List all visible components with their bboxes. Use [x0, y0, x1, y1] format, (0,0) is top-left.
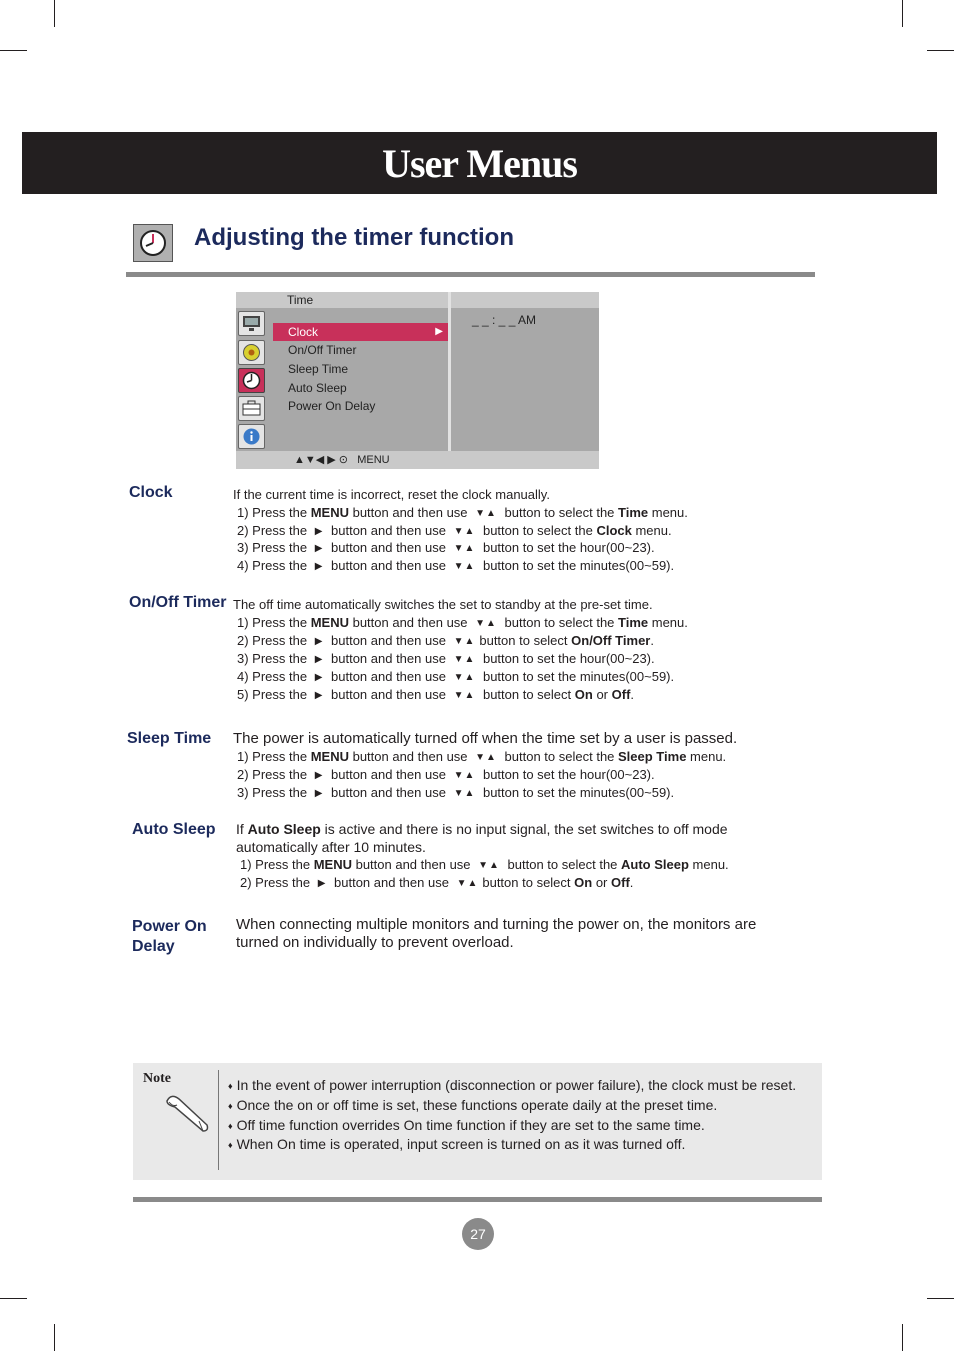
onoff-step-3: 3) Press the ▶ button and then use ▼▲ button to set the hour(00~23).: [237, 651, 655, 666]
onoff-step-1: 1) Press the MENU button and then use ▼▲ button to select the Time menu.: [237, 615, 688, 630]
right-arrow-icon: ▶: [314, 543, 324, 555]
down-up-arrows-icon: ▼▲: [453, 561, 476, 573]
crop-mark: [0, 50, 27, 51]
section-divider: [126, 272, 815, 277]
crop-mark: [54, 0, 55, 27]
bullet-icon: ♦: [228, 1101, 233, 1112]
timer-icon: [238, 368, 265, 393]
page-title: User Menus: [382, 141, 577, 186]
right-arrow-icon: ▶: [314, 526, 324, 538]
down-up-arrows-icon: ▼▲: [475, 618, 497, 630]
info-icon: [238, 424, 265, 449]
auto-sleep-step-1: 1) Press the MENU button and then use ▼▲ button to select the Auto Sleep menu.: [240, 857, 729, 872]
title-banner: [22, 132, 937, 194]
right-arrow-icon: ▶: [317, 878, 327, 890]
down-up-arrows-icon: ▼▲: [456, 878, 479, 890]
sleep-time-label: Sleep Time: [127, 730, 212, 747]
right-arrow-icon: ▶: [314, 636, 324, 648]
onoff-intro: The off time automatically switches the set to standby at the pre-set time.: [233, 597, 653, 612]
clock-step-3: 3) Press the ▶ button and then use ▼▲ button to set the hour(00~23).: [237, 540, 655, 555]
clock-step-4: 4) Press the ▶ button and then use ▼▲ button to set the minutes(00~59).: [237, 558, 675, 573]
down-up-arrows-icon: ▼▲: [475, 508, 497, 520]
sleep-step-3: 3) Press the ▶ button and then use ▼▲ button to set the minutes(00~59).: [237, 785, 675, 800]
bottom-divider: [133, 1197, 822, 1202]
crop-mark: [902, 0, 903, 27]
crop-mark: [902, 1324, 903, 1351]
osd-clock-value: _ _ : _ _ AM: [472, 313, 537, 327]
sleep-step-1: 1) Press the MENU button and then use ▼▲ button to select the Sleep Time menu.: [237, 749, 727, 764]
osd-item-sleep-time[interactable]: Sleep Time: [288, 362, 349, 376]
osd-item-power-on-delay[interactable]: Power On Delay: [288, 399, 376, 413]
color-icon: [238, 340, 265, 365]
auto-sleep-intro: If Auto Sleep is active and there is no input signal, the set switches to off mode: [236, 821, 728, 837]
power-on-delay-line-2: turned on individually to prevent overload.: [236, 934, 514, 951]
osd-footer-menu: MENU: [357, 454, 390, 466]
crop-mark: [927, 1298, 954, 1299]
right-arrow-icon: ▶: [314, 654, 324, 666]
clock-label: Clock: [129, 484, 173, 501]
down-up-arrows-icon: ▼▲: [478, 860, 500, 872]
note-label: Note: [143, 1071, 171, 1086]
down-up-arrows-icon: ▼▲: [453, 770, 476, 782]
note-divider: [218, 1070, 219, 1170]
osd-divider: [448, 292, 451, 469]
osd-item-clock[interactable]: Clock ▶: [273, 323, 448, 341]
clock-intro: If the current time is incorrect, reset the clock manually.: [233, 487, 550, 502]
arrow-right-icon: ▶: [435, 326, 443, 337]
clock-step-2: 2) Press the ▶ button and then use ▼▲ button to select the Clock menu.: [237, 523, 672, 538]
onoff-step-4: 4) Press the ▶ button and then use ▼▲ button to set the minutes(00~59).: [237, 669, 675, 684]
right-arrow-icon: ▶: [314, 788, 324, 800]
right-arrow-icon: ▶: [314, 770, 324, 782]
osd-header-title: Time: [287, 293, 314, 307]
monitor-icon: [238, 311, 265, 336]
bullet-icon: ♦: [228, 1140, 233, 1151]
note-item: ♦ In the event of power interruption (disconnection or power failure), the clock must be reset.: [228, 1077, 797, 1093]
down-up-arrows-icon: ▼▲: [453, 526, 476, 538]
right-arrow-icon: ▶: [314, 672, 324, 684]
down-up-arrows-icon: ▼▲: [453, 788, 476, 800]
osd-item-onoff-timer[interactable]: On/Off Timer: [288, 343, 357, 357]
osd-header: [236, 292, 599, 308]
clock-icon: [133, 224, 173, 262]
onoff-step-5: 5) Press the ▶ button and then use ▼▲ button to select On or Off.: [237, 687, 635, 702]
crop-mark: [0, 1298, 27, 1299]
down-up-arrows-icon: ▼▲: [453, 636, 476, 648]
onoff-step-2: 2) Press the ▶ button and then use ▼▲ button to select On/Off Timer.: [237, 633, 654, 648]
crop-mark: [927, 50, 954, 51]
bullet-icon: ♦: [228, 1081, 233, 1092]
down-up-arrows-icon: ▼▲: [453, 672, 476, 684]
power-on-delay-label: Power On Delay: [132, 918, 207, 955]
onoff-timer-label: On/Off Timer: [129, 594, 227, 611]
auto-sleep-step-2: 2) Press the ▶ button and then use ▼▲ button to select On or Off.: [240, 875, 634, 890]
auto-sleep-intro-2: automatically after 10 minutes.: [236, 839, 426, 855]
clock-step-1: 1) Press the MENU button and then use ▼▲ button to select the Time menu.: [237, 505, 688, 520]
note-box: [133, 1063, 822, 1180]
osd-menu-screenshot: [236, 292, 599, 469]
right-arrow-icon: ▶: [314, 561, 324, 573]
auto-sleep-label: Auto Sleep: [132, 821, 216, 838]
down-up-arrows-icon: ▼▲: [453, 654, 476, 666]
sleep-intro: The power is automatically turned off when the time set by a user is passed.: [233, 730, 738, 747]
toolbox-icon: [238, 396, 265, 421]
crop-mark: [54, 1324, 55, 1351]
power-on-delay-line-1: When connecting multiple monitors and turning the power on, the monitors are: [236, 916, 757, 933]
sleep-step-2: 2) Press the ▶ button and then use ▼▲ button to set the hour(00~23).: [237, 767, 655, 782]
osd-icon-column: [237, 309, 267, 451]
bullet-icon: ♦: [228, 1121, 233, 1132]
osd-footer: [236, 451, 599, 469]
down-up-arrows-icon: ▼▲: [453, 543, 476, 555]
navigation-arrows-icon: ▲▼◀ ▶ ⊙: [294, 454, 349, 466]
note-item: ♦ Off time function overrides On time function if they are set to the same time.: [228, 1117, 705, 1133]
section-title: Adjusting the timer function: [194, 224, 514, 251]
page-number: 27: [462, 1218, 494, 1250]
note-item: ♦ When On time is operated, input screen is turned on as it was turned off.: [228, 1136, 686, 1152]
down-up-arrows-icon: ▼▲: [475, 752, 497, 764]
down-up-arrows-icon: ▼▲: [453, 690, 476, 702]
note-pencil-icon: [163, 1091, 211, 1140]
right-arrow-icon: ▶: [314, 690, 324, 702]
note-item: ♦ Once the on or off time is set, these functions operate daily at the preset time.: [228, 1097, 718, 1113]
osd-item-auto-sleep[interactable]: Auto Sleep: [288, 381, 347, 395]
